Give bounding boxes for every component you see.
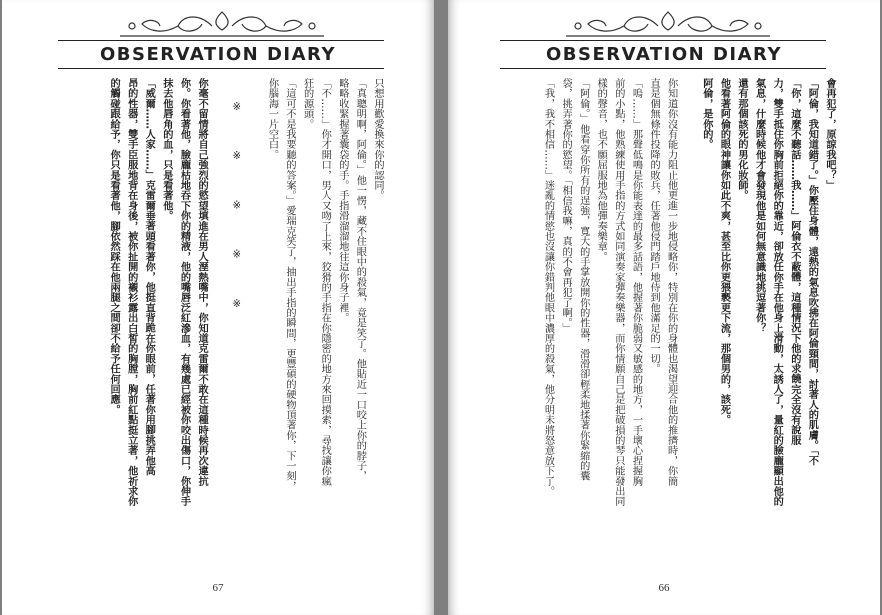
text-column: 「你，這麼不聽話……我……」阿倫衣不蔽體，這種情況下他的求饒完全沒有說服 bbox=[788, 78, 800, 446]
text-column: 樣的聲音，也不願屈服地為他彈奏樂章。 bbox=[595, 78, 607, 262]
text-column: 「威爾……人家……」克雷爾垂著頭看著你，他挺直背跪在你眼前，任著你用腳挑弄他高 bbox=[143, 78, 155, 476]
header-rule-bottom bbox=[500, 68, 826, 69]
text-column: 前的小點，他熟練使用手指的方式如同演奏家彈奏樂器，而你情願自己是把破損的琴只能發出同 bbox=[612, 78, 624, 507]
header-title: OBSERVATION DIARY bbox=[546, 44, 782, 65]
page-number: 67 bbox=[212, 582, 224, 594]
text-column: 的觸碰跟給予，你只是看著他，腳依然踩在他兩腿之間卻不給予任何回應。 bbox=[108, 78, 120, 415]
text-column: 狂的源頭。 bbox=[301, 78, 313, 129]
section-break-stars: ※ ※ ※ ※ ※ bbox=[231, 102, 243, 324]
text-column: 還有那個該死的男化妝師。 bbox=[736, 78, 748, 201]
page-number: 66 bbox=[658, 582, 670, 594]
text-column: 會再犯了，原諒我吧？」 bbox=[824, 78, 835, 191]
text-column: 抹去他唇角的血，只是看著他。 bbox=[160, 78, 172, 221]
text-column: 氣息，什麼時候他才會發現他是如何無意識地挑逗著你？ bbox=[753, 78, 765, 333]
text-column: 你腦海一片空白。 bbox=[266, 78, 278, 160]
text-column: 昂的性器，雙手臣服地背在身後，被你扯開的襯衫露出白皙的胸膛，胸前紅點挺立著，他祈求你 bbox=[125, 78, 137, 507]
text-column bbox=[680, 78, 698, 548]
text-column: 「阿倫，我知道錯了。」你壓住身體，遠熱的氣息吹拂在阿倫頸間，討著人的肌膚。「不 bbox=[806, 78, 818, 466]
text-column: 「阿倫。」他看穿你所有的逞強，寬大的手掌放開你的性器，滑滑卻輕柔地揉著你緊縮的囊 bbox=[577, 78, 589, 481]
text-column: 力，雙手抵住你胸前拒絕你的靠近，卻放任你手在他身上滑動，太誘人了，量紅的臉龐顯出他的 bbox=[771, 78, 783, 507]
text-column: 袋，挑弄著你的慾望。「相信我嘛，真的不會再犯了啊。」 bbox=[560, 78, 572, 333]
flourish-ornament-icon bbox=[558, 4, 778, 40]
text-column: 你。你看著他，臉龐枯地吞下你的精液，他的嘴唇泛紅滲血，有幾處已經被你咬出傷口，你伸手 bbox=[178, 78, 190, 507]
text-column: 只想用歡愛換來你的認同。 bbox=[372, 78, 383, 201]
header-rule-top bbox=[500, 40, 826, 41]
text-column: 阿倫，是你的。 bbox=[700, 78, 712, 150]
text-column: 你知道你沒有能力阻止他更進一步地侵略你，特別在你的身體也渴望迎合他的推擠時，你簡 bbox=[665, 78, 677, 486]
text-column: 直是個無條件投降的敗兵，任著他侵門踏戶地侍到他滿足的一切。 bbox=[648, 78, 660, 374]
header-rule-top bbox=[58, 40, 384, 41]
text-column: 「真聰明啊，阿倫。」他一愣，藏不住眼中的殺氣，竟是笑了。他貼近一口咬上你的脖子， bbox=[354, 78, 366, 481]
text-column: 他看著阿倫的眼神讓你如此不爽，甚至比你更猥褻更下流，那個男的，該死。 bbox=[718, 78, 730, 425]
text-column: 你毫不留情將自己強烈的慾望填進在男人溼熱嘴中，你知道克雷爾不敢在這種時候再次違抗 bbox=[196, 78, 208, 486]
left-page bbox=[2, 0, 434, 615]
header-title: OBSERVATION DIARY bbox=[100, 44, 336, 65]
right-page-text bbox=[508, 78, 838, 548]
flourish-ornament-icon bbox=[112, 4, 332, 40]
text-column bbox=[210, 78, 228, 548]
text-column bbox=[245, 78, 263, 548]
text-column: 「嗚……」那聲低鳴是你能表達的最多話語，他握著你脆弱又敏感的地方，一手壞心捏握胸 bbox=[630, 78, 642, 486]
right-page bbox=[448, 0, 880, 615]
text-column: 略略收緊握著囊袋的手。手指滑溜溜地往這你身子裡。 bbox=[336, 78, 348, 323]
header-rule-bottom bbox=[58, 68, 384, 69]
left-page-text bbox=[60, 78, 386, 548]
text-column: 「我，我不相信……」迷亂的情慾也沒讓你錯判他眼中濃厚的殺氣，他分明未將怒意放下了。 bbox=[542, 78, 554, 497]
text-column: 「這可不是我要聽的答案。」愛瑞克笑了，抽出手指的瞬間，更豐碩的硬物頂著你，下一刻， bbox=[284, 78, 296, 492]
text-column: 「不……」你才開口，男人又吻了上來，狡猾的手指在你隱密的地方來回摸索，尋找讓你瘋 bbox=[319, 78, 331, 486]
